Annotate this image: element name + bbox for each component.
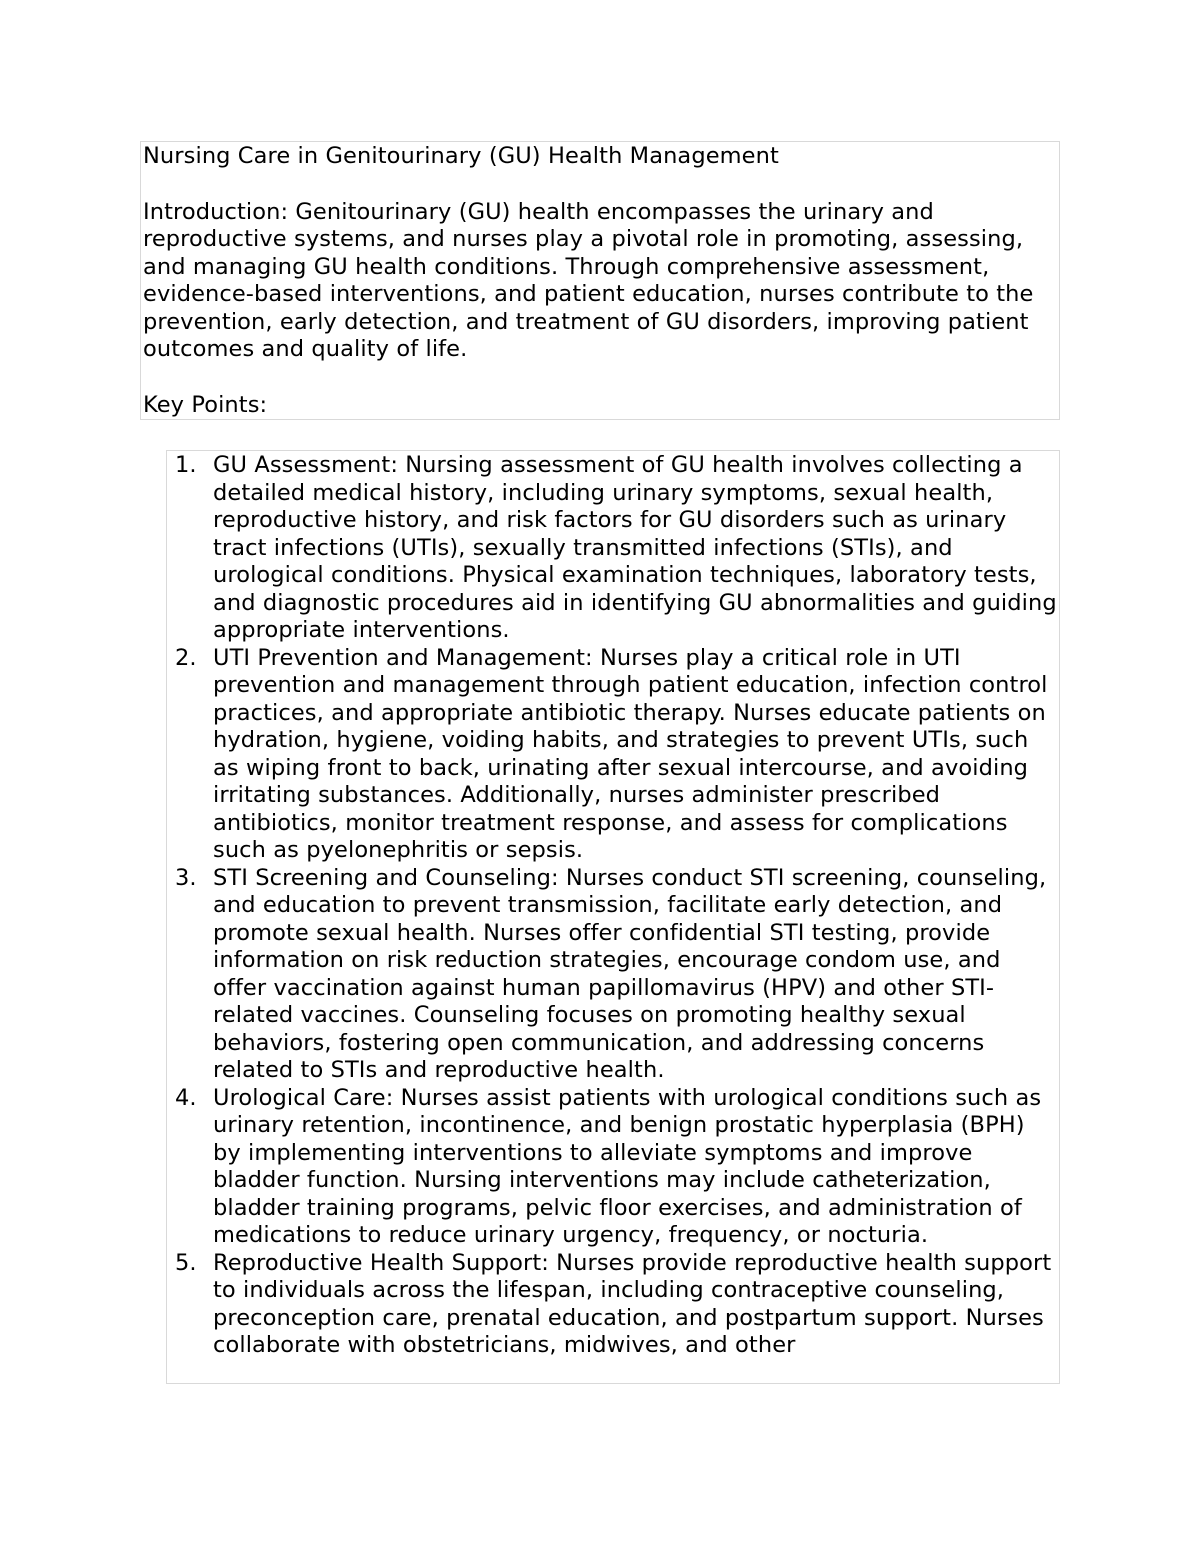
list-item-number: 3.: [175, 864, 197, 891]
spacer: [143, 364, 1059, 392]
document-title: Nursing Care in Genitourinary (GU) Health Management: [143, 143, 779, 169]
list-item-number: 2.: [175, 644, 197, 671]
list-item-text: GU Assessment: Nursing assessment of GU health involves collecting a detailed medical history, including urinary symptoms, sexual health, reproductive history, and risk factors for GU disorders such as urinary tract infections (UTIs), sexually transmitted infections (STIs), and urological conditions. Physical examination techniques, laboratory tests, and diagnostic procedures aid in identifying GU abnormalities and guiding appropriate interventions.: [213, 452, 1057, 643]
list-item-number: 5.: [175, 1249, 197, 1276]
list-item-text: STI Screening and Counseling: Nurses conduct STI screening, counseling, and education to prevent transmission, facilitate early detection, and promote sexual health. Nurses offer confidential STI testing, provide information on risk reduction strategies, encourage condom use, and offer vaccination against human papillomavirus (HPV) and other STI-related vaccines. Counseling focuses on promoting healthy sexual behaviors, fostering open communication, and addressing concerns related to STIs and reproductive health.: [213, 864, 1047, 1083]
spacer: [143, 171, 1059, 199]
introduction-paragraph: Introduction: Genitourinary (GU) health encompasses the urinary and reproductive systems, and nurses play a pivotal role in promoting, assessing, and managing GU health conditions. Through comprehensive assessment, evidence-based interventions, and patient education, nurses contribute to the prevention, early detection, and treatment of GU disorders, improving patient outcomes and quality of life.: [143, 198, 1034, 362]
list-item: [167, 1085, 1059, 1250]
list-item-text: UTI Prevention and Management: Nurses play a critical role in UTI prevention and management through patient education, infection control practices, and appropriate antibiotic therapy. Nurses educate patients on hydration, hygiene, voiding habits, and strategies to prevent UTIs, such as wiping front to back, urinating after sexual intercourse, and avoiding irritating substances. Additionally, nurses administer prescribed antibiotics, monitor treatment response, and assess for complications such as pyelonephritis or sepsis.: [213, 644, 1048, 863]
list-item: [167, 452, 1059, 645]
list-item-text: Reproductive Health Support: Nurses provide reproductive health support to individuals across the lifespan, including contraceptive counseling, preconception care, prenatal education, and postpartum support. Nurses collaborate with obstetricians, midwives, and other: [213, 1249, 1052, 1358]
key-points-section: [166, 450, 1060, 1384]
list-item-number: 4.: [175, 1084, 197, 1111]
intro-section: [140, 141, 1060, 420]
key-points-heading: Key Points:: [143, 391, 268, 418]
list-item: [167, 865, 1059, 1085]
key-points-list: [167, 452, 1059, 1360]
list-item: [167, 1250, 1059, 1360]
list-item-text: Urological Care: Nurses assist patients with urological conditions such as urinary retention, incontinence, and benign prostatic hyperplasia (BPH) by implementing interventions to alleviate symptoms and improve bladder function. Nursing interventions may include catheterization, bladder training programs, pelvic floor exercises, and administration of medications to reduce urinary urgency, frequency, or nocturia.: [213, 1084, 1042, 1248]
list-item: [167, 645, 1059, 865]
list-item-number: 1.: [175, 452, 197, 478]
